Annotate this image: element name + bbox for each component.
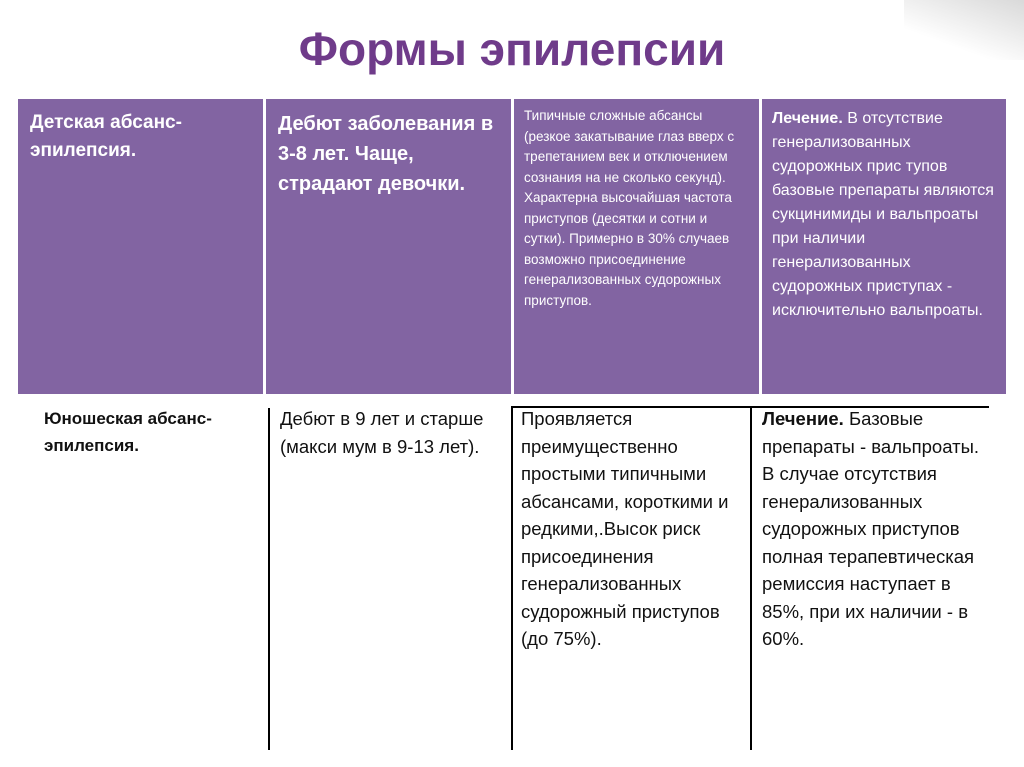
row-divider [511,406,989,408]
table-row-childhood [18,99,1006,394]
treatment-text: В отсутствие генерализованных судорожных прис тупов базовые препараты являются сукцинимиды и вальпроаты при наличии генерализованных судорожных приступах - исключительно вальпроаты. [772,110,994,319]
cell-onset: Дебют в 9 лет и старше (макси мум в 9-13 лет). [280,408,484,457]
treatment-label: Лечение. [762,408,844,429]
cell-treatment [762,405,992,653]
cell-form: Юношеская абсанс-эпилепсия. [44,409,212,455]
cell-description: Типичные сложные абсансы (резкое закатывание глаз вверх с трепетанием век и отключением сознания на не сколько секунд). Характерна высочайшая частота приступов (десятки и сотни и сутки). Примерно в 30% случаев возможно присоединение генерализованных судорожных приступов. [514,99,759,394]
cell-description: Проявляется преимущественно простыми типичными абсансами, короткими и редкими,.Высок риск присоединения генерализованных судорожный приступов (до 75%). [521,408,729,649]
cell-onset: Дебют заболевания в 3-8 лет. Чаще, страдают девочки. [266,99,511,394]
treatment-label: Лечение. [772,110,843,127]
column-divider [511,408,513,750]
cell-treatment [762,99,1006,394]
page-title: Формы эпилепсии [298,23,726,75]
treatment-text: Базовые препараты - вальпроаты. В случае отсутствия генерализованных судорожных приступов полная терапевтическая ремиссия наступает в 85%, при их наличии - в 60%. [762,408,980,649]
cell-form: Детская абсанс-эпилепсия. [18,99,263,394]
column-divider [268,408,270,750]
column-divider [750,408,752,750]
